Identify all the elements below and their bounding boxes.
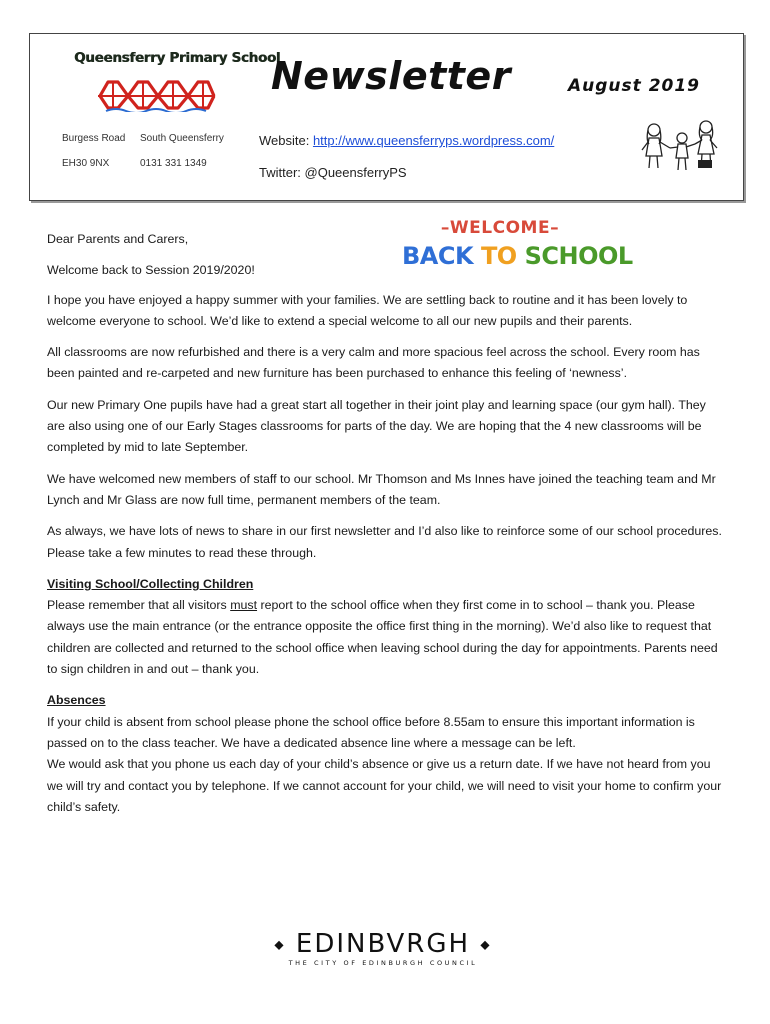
back-word: BACK bbox=[402, 242, 474, 270]
school-name: Queensferry Primary School bbox=[74, 50, 281, 66]
absences-paragraph-2: We would ask that you phone us each day of your child’s absence or give us a return date. If we have not heard from you we will try and contact you by telephone. If we cannot account for your child, we will need to visit your home to confirm your child’s safety. bbox=[47, 757, 722, 814]
welcome-line: Welcome back to Session 2019/2020! bbox=[47, 263, 255, 278]
children-drawing-icon bbox=[640, 118, 720, 173]
paragraph-primary-one: Our new Primary One pupils have had a great start all together in their joint play and learning space (our gym hall). They are also using one of our Early Stages classrooms for parts of the day. We are hoping that the 4 new classrooms will be completed by mid to late September. bbox=[47, 397, 706, 455]
paragraph-classrooms: All classrooms are now refurbished and there is a very calm and more spacious feel across the school. Every room has been painted and re-carpeted and new furniture has been purchased to enhance this feeling of ‘newness’. bbox=[47, 345, 700, 381]
twitter-handle: Twitter: @QueensferryPS bbox=[259, 165, 407, 180]
website-line bbox=[259, 133, 554, 148]
visiting-paragraph bbox=[47, 595, 727, 680]
visiting-text-end: report to the school office when they first come in to school – thank you. Please always use the main entrance (or the entrance opposite the office first thing in the morning). We’d also like to request that children are collected and returned to the school office when leaving school during the day for appointments. Parents need to sign children in and out – thank you. bbox=[47, 598, 718, 677]
newsletter-body bbox=[47, 229, 727, 818]
welcome-text: –WELCOME– bbox=[440, 218, 560, 238]
visiting-must: must bbox=[230, 598, 258, 613]
greeting: Dear Parents and Carers, bbox=[47, 232, 189, 246]
forth-bridge-logo bbox=[96, 74, 216, 112]
paragraph-news: As always, we have lots of news to share in our first newsletter and I’d also like to reinforce some of our school procedures. Please take a few minutes to read these through. bbox=[47, 524, 722, 560]
school-word: SCHOOL bbox=[524, 242, 633, 270]
paragraph-summer: I hope you have enjoyed a happy summer with your families. We are settling back to routine and it has been lovely to welcome everyone to school. We’d like to extend a special welcome to all our new pupils and their parents. bbox=[47, 292, 688, 328]
council-name: ◆ EDINBVRGH ◆ bbox=[274, 929, 492, 959]
visiting-text-start: Please remember that all visitors bbox=[47, 598, 231, 613]
absences-paragraph-1: If your child is absent from school please phone the school office before 8.55am to ensure this important information is passed on to the class teacher. We have a dedicated absence line where a message can be left. bbox=[47, 714, 695, 750]
address-town: South Queensferry bbox=[140, 133, 224, 144]
school-phone: 0131 331 1349 bbox=[140, 158, 207, 169]
to-word: TO bbox=[480, 242, 517, 270]
website-link[interactable]: http://www.queensferryps.wordpress.com/ bbox=[312, 133, 555, 148]
newsletter-title: Newsletter bbox=[271, 54, 511, 98]
visiting-heading: Visiting School/Collecting Children bbox=[47, 576, 254, 591]
newsletter-header bbox=[29, 33, 744, 201]
edinburgh-council-logo bbox=[238, 930, 528, 970]
paragraph-staff: We have welcomed new members of staff to our school. Mr Thomson and Ms Innes have joined the teaching team and Mr Lynch and Mr Glass are now full time, permanent members of the team. bbox=[47, 471, 716, 507]
address-postcode: EH30 9NX bbox=[62, 158, 110, 169]
council-subtitle: THE CITY OF EDINBURGH COUNCIL bbox=[288, 958, 478, 967]
newsletter-date: August 2019 bbox=[568, 76, 701, 96]
website-label: Website: bbox=[259, 133, 313, 148]
address-street: Burgess Road bbox=[62, 133, 126, 144]
absences-heading: Absences bbox=[47, 693, 106, 708]
